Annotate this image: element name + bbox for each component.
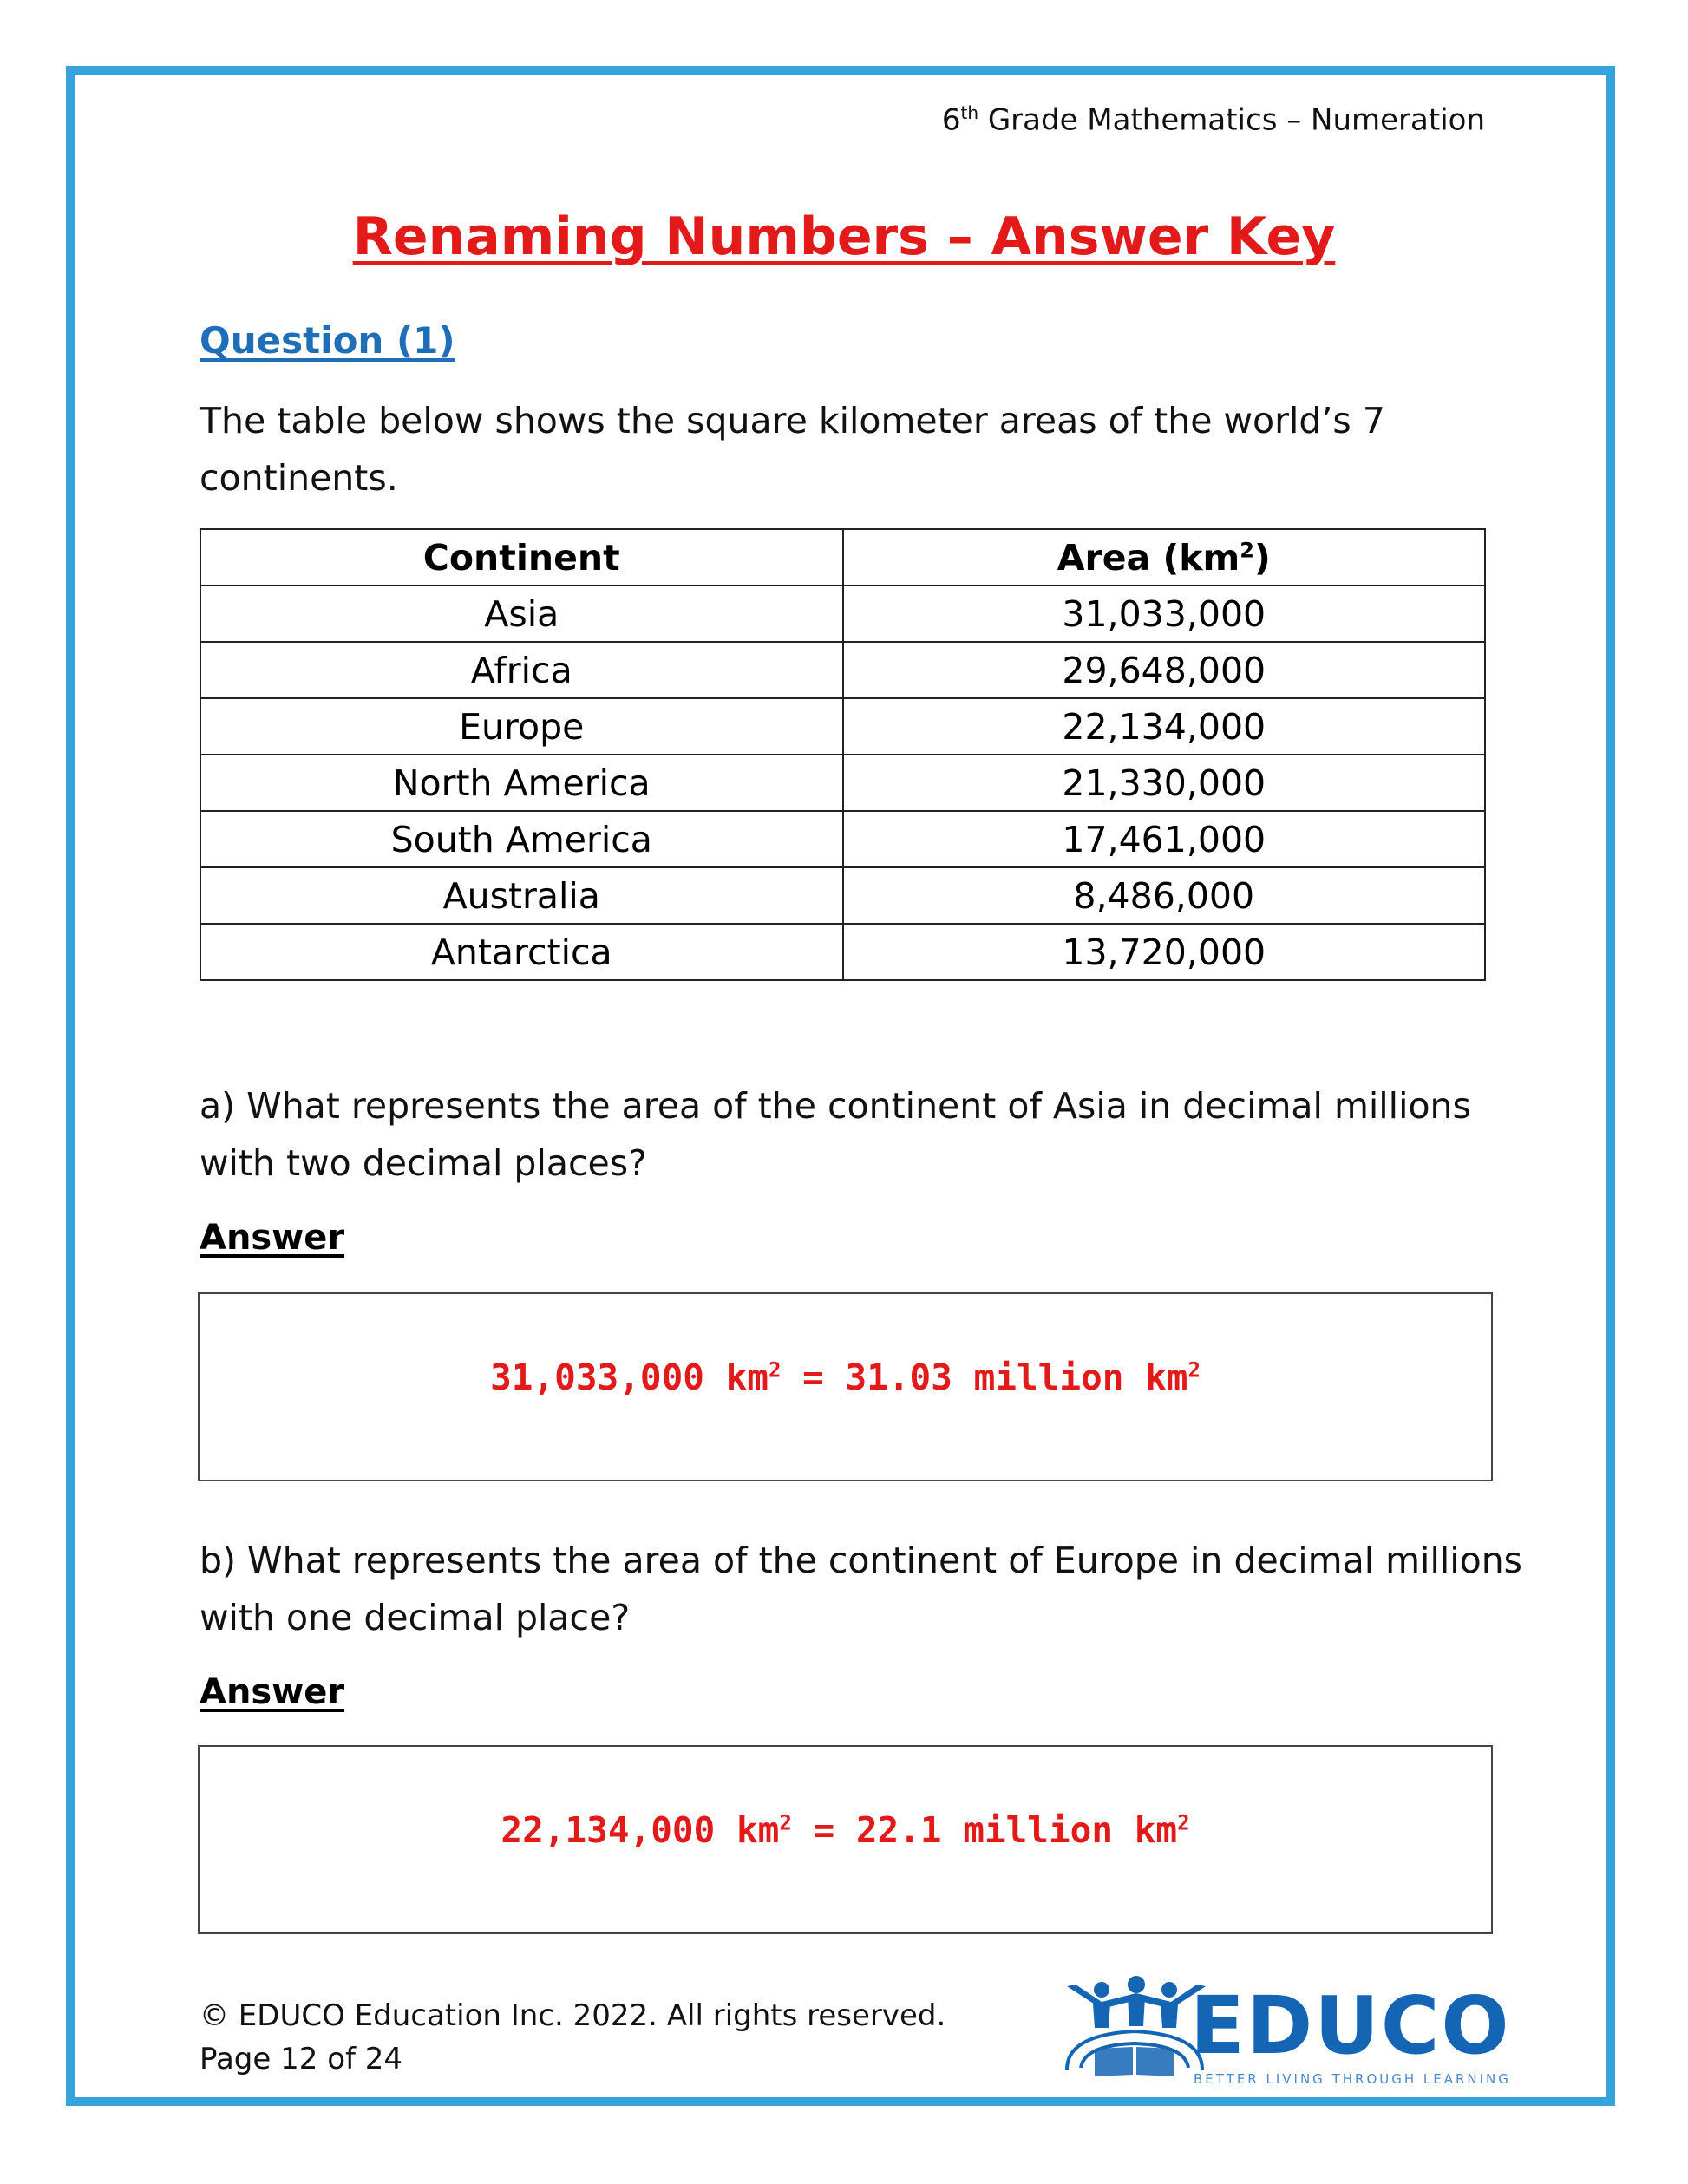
table-row xyxy=(200,585,1485,642)
page-header xyxy=(942,102,1485,137)
answer-b: 22,134,000 $km^2 = 22.1$ million $km^2$ xyxy=(501,1809,1190,1851)
educo-brand-name: EDUCO xyxy=(1190,1979,1511,2072)
cell-area: 22,134,000 xyxy=(843,698,1486,755)
cell-continent: Europe xyxy=(200,698,843,755)
table-row xyxy=(200,924,1485,980)
answer-a: 31,033,000 $km^2 = 31.03$ million $km^2$ xyxy=(490,1357,1201,1398)
question-a: a) What represents the area of the continent of Asia in decimal millions with two decimal places? xyxy=(200,1085,1471,1184)
cell-area: 8,486,000 xyxy=(843,867,1486,924)
cell-continent: North America xyxy=(200,755,843,811)
table-header-row xyxy=(200,529,1485,585)
col-header-continent: Continent xyxy=(200,529,843,585)
educo-tagline: BETTER LIVING THROUGH LEARNING xyxy=(1194,2071,1511,2087)
grade-number: 6 xyxy=(941,102,961,138)
cell-continent: Africa xyxy=(200,642,843,698)
cell-continent: South America xyxy=(200,811,843,867)
cell-area: 29,648,000 xyxy=(843,642,1486,698)
cell-continent: Asia xyxy=(200,585,843,642)
table-row xyxy=(200,867,1485,924)
answer-box-a xyxy=(198,1292,1493,1481)
continent-area-table xyxy=(200,528,1486,981)
grade-superscript: th xyxy=(960,102,979,123)
cell-area: 13,720,000 xyxy=(843,924,1486,980)
table-row xyxy=(200,755,1485,811)
col-header-area: Area $(km^2)$ xyxy=(843,529,1486,585)
header-text: Grade Mathematics – Numeration xyxy=(978,102,1485,138)
cell-area: 31,033,000 xyxy=(843,585,1486,642)
page-title: Renaming Numbers – Answer Key xyxy=(352,206,1336,267)
cell-area: 21,330,000 xyxy=(843,755,1486,811)
footer-page-number: Page 12 of 24 xyxy=(200,2042,403,2076)
cell-continent: Antarctica xyxy=(200,924,843,980)
cell-area: 17,461,000 xyxy=(843,811,1486,867)
table-row xyxy=(200,811,1485,867)
answer-label-a: Answer xyxy=(200,1218,345,1258)
question-b: b) What represents the area of the continent of Europe in decimal millions with one decimal place? xyxy=(200,1540,1523,1638)
answer-label-b: Answer xyxy=(200,1672,345,1712)
answer-box-b xyxy=(198,1745,1493,1934)
table-row xyxy=(200,642,1485,698)
question-intro: The table below shows the square kilometer areas of the world’s 7 continents. xyxy=(200,400,1385,499)
cell-continent: Australia xyxy=(200,867,843,924)
table-row xyxy=(200,698,1485,755)
question-heading: Question (1) xyxy=(200,319,455,362)
footer-copyright: © EDUCO Education Inc. 2022. All rights reserved. xyxy=(200,1998,946,2033)
